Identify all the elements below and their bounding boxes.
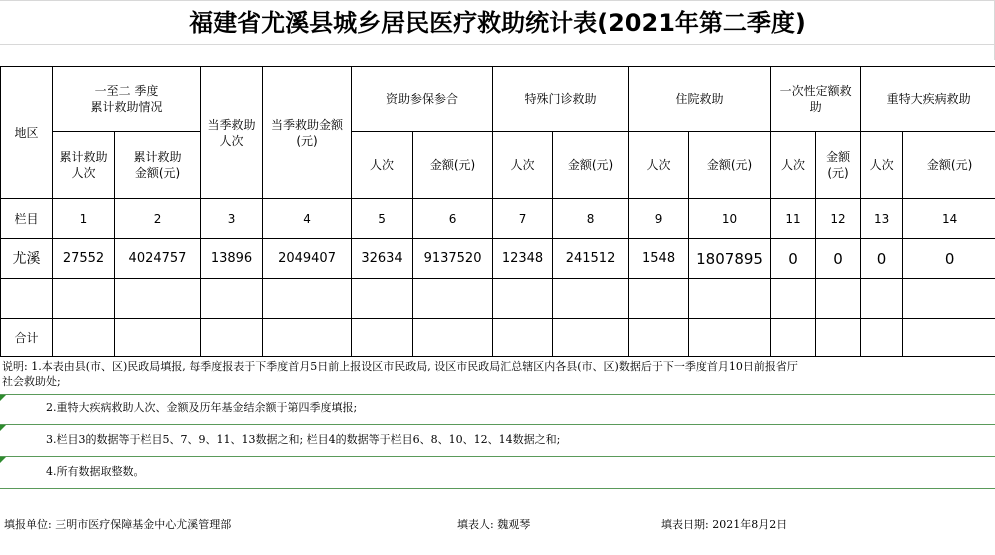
- total-label: 合计: [1, 319, 53, 357]
- header-region: 地区: [1, 67, 53, 199]
- header-persons: 人次: [629, 132, 689, 199]
- column-label: 栏目: [1, 199, 53, 239]
- column-number: 8: [553, 199, 629, 239]
- column-number: 14: [903, 199, 995, 239]
- note-divider: [0, 394, 995, 395]
- header-amount: 金额(元): [413, 132, 493, 199]
- column-number: 7: [493, 199, 553, 239]
- empty-cell[interactable]: [771, 279, 816, 319]
- empty-cell[interactable]: [861, 279, 903, 319]
- data-cell[interactable]: 1548: [629, 239, 689, 279]
- data-cell[interactable]: 0: [771, 239, 816, 279]
- header-hospital-group: 住院救助: [629, 67, 771, 132]
- column-number: 3: [201, 199, 263, 239]
- sheet-gridline: [0, 44, 995, 45]
- data-cell[interactable]: 0: [816, 239, 861, 279]
- empty-cell[interactable]: [201, 279, 263, 319]
- empty-cell[interactable]: [53, 279, 115, 319]
- data-cell[interactable]: 0: [861, 239, 903, 279]
- statistics-table: [0, 66, 995, 357]
- header-quarter-amount: 当季救助金额 (元): [263, 67, 352, 199]
- column-number: 12: [816, 199, 861, 239]
- header-amount: 金额(元): [553, 132, 629, 199]
- header-insurance-group: 资助参保参合: [352, 67, 493, 132]
- empty-cell[interactable]: [493, 279, 553, 319]
- empty-cell[interactable]: [1, 279, 53, 319]
- note-1: 说明: 1.本表由县(市、区)民政局填报, 每季度报表于下季度首月5日前上报设区市民政局, 设区市民政局汇总辖区内各县(市、区)数据后于下一季度首月10日前报省厅: [2, 360, 798, 373]
- note-1-continued: 社会救助处;: [2, 375, 61, 388]
- header-amount: 金额(元): [903, 132, 995, 199]
- note-divider: [0, 488, 995, 489]
- column-number: 1: [53, 199, 115, 239]
- column-number: 9: [629, 199, 689, 239]
- note-3: 3.栏目3的数据等于栏目5、7、9、11、13数据之和; 栏目4的数据等于栏目6、8、10、12、14数据之和;: [46, 433, 561, 446]
- empty-cell[interactable]: [903, 279, 995, 319]
- empty-cell[interactable]: [689, 279, 771, 319]
- total-cell[interactable]: [629, 319, 689, 357]
- header-onetime-group: 一次性定额救 助: [771, 67, 861, 132]
- total-cell[interactable]: [816, 319, 861, 357]
- note-4: 4.所有数据取整数。: [46, 465, 145, 478]
- page-title: 福建省尤溪县城乡居民医疗救助统计表(2021年第二季度): [189, 9, 806, 37]
- column-number: 10: [689, 199, 771, 239]
- data-region: 尤溪: [1, 239, 53, 279]
- total-cell[interactable]: [115, 319, 201, 357]
- total-cell[interactable]: [553, 319, 629, 357]
- data-cell[interactable]: 13896: [201, 239, 263, 279]
- total-cell[interactable]: [903, 319, 995, 357]
- note-2: 2.重特大疾病救助人次、金额及历年基金结余额于第四季度填报;: [46, 401, 358, 414]
- total-cell[interactable]: [689, 319, 771, 357]
- column-number: 2: [115, 199, 201, 239]
- header-amount: 金额(元): [689, 132, 771, 199]
- empty-cell[interactable]: [553, 279, 629, 319]
- total-cell[interactable]: [493, 319, 553, 357]
- column-number: 13: [861, 199, 903, 239]
- total-cell[interactable]: [861, 319, 903, 357]
- data-cell[interactable]: 9137520: [413, 239, 493, 279]
- header-major-group: 重特大疾病救助: [861, 67, 995, 132]
- total-cell[interactable]: [53, 319, 115, 357]
- header-persons: 人次: [771, 132, 816, 199]
- header-persons: 人次: [861, 132, 903, 199]
- data-cell[interactable]: 0: [903, 239, 995, 279]
- column-number: 4: [263, 199, 352, 239]
- header-amount: 金额 (元): [816, 132, 861, 199]
- empty-cell[interactable]: [816, 279, 861, 319]
- data-cell[interactable]: 27552: [53, 239, 115, 279]
- data-cell[interactable]: 241512: [553, 239, 629, 279]
- total-cell[interactable]: [201, 319, 263, 357]
- sheet-gridline: [0, 0, 995, 1]
- header-cumulative-group: 一至二 季度 累计救助情况: [53, 67, 201, 132]
- note-divider: [0, 456, 995, 457]
- empty-cell[interactable]: [263, 279, 352, 319]
- header-special-group: 特殊门诊救助: [493, 67, 629, 132]
- empty-cell[interactable]: [629, 279, 689, 319]
- total-cell[interactable]: [771, 319, 816, 357]
- column-number: 6: [413, 199, 493, 239]
- total-cell[interactable]: [413, 319, 493, 357]
- header-persons: 人次: [493, 132, 553, 199]
- header-cumulative-persons: 累计救助 人次: [53, 132, 115, 199]
- empty-cell[interactable]: [115, 279, 201, 319]
- data-cell[interactable]: 4024757: [115, 239, 201, 279]
- header-quarter-persons: 当季救助 人次: [201, 67, 263, 199]
- total-cell[interactable]: [263, 319, 352, 357]
- header-cumulative-amount: 累计救助 金额(元): [115, 132, 201, 199]
- data-cell[interactable]: 2049407: [263, 239, 352, 279]
- note-divider: [0, 424, 995, 425]
- data-cell[interactable]: 12348: [493, 239, 553, 279]
- cell-comment-marker-icon: [0, 457, 6, 463]
- footer-date: 填表日期: 2021年8月2日: [661, 518, 788, 531]
- column-number: 5: [352, 199, 413, 239]
- data-cell[interactable]: 32634: [352, 239, 413, 279]
- footer-unit: 填报单位: 三明市医疗保障基金中心尤溪管理部: [4, 518, 232, 531]
- column-number: 11: [771, 199, 816, 239]
- empty-cell[interactable]: [413, 279, 493, 319]
- header-persons: 人次: [352, 132, 413, 199]
- cell-comment-marker-icon: [0, 425, 6, 431]
- total-cell[interactable]: [352, 319, 413, 357]
- cell-comment-marker-icon: [0, 395, 6, 401]
- empty-cell[interactable]: [352, 279, 413, 319]
- data-cell[interactable]: 1807895: [689, 239, 771, 279]
- footer-filler: 填表人: 魏观琴: [457, 518, 531, 531]
